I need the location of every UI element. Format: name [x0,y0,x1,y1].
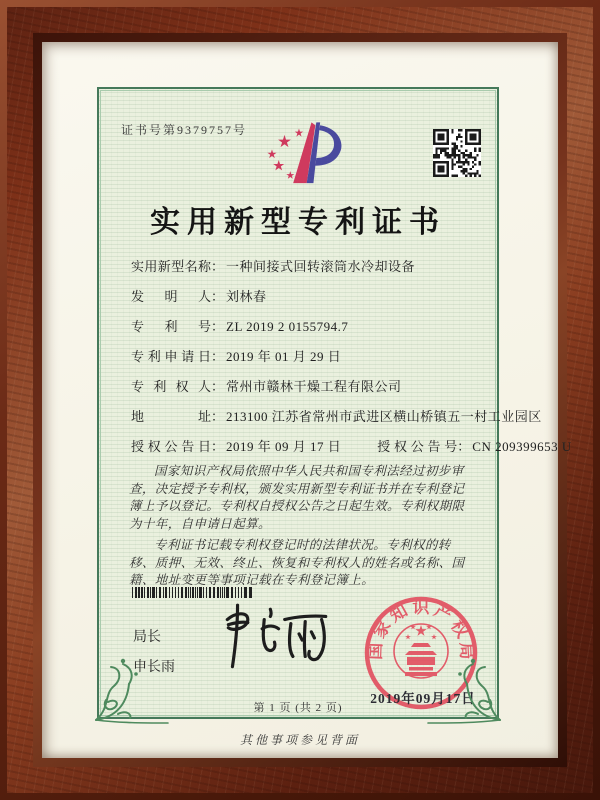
picture-frame [7,7,593,793]
field-value: 一种间接式回转滚筒水冷却设备 [226,259,416,274]
field-value: 常州市赣林干燥工程有限公司 [226,379,402,394]
field-label: 专利号 [131,319,211,334]
field-label: 实用新型名称 [131,259,211,274]
grant-row: 授权公告日： 2019 年 09 月 17 日 授权公告号： CN 209399653 U [131,439,572,454]
field-row: 实用新型名称： 一种间接式回转滚筒水冷却设备 [131,259,416,274]
field-value: 213100 江苏省常州市武进区横山桥镇五一村工业园区 [226,409,542,424]
cnipa-logo-icon [245,115,351,203]
field-label: 专利权人 [131,379,211,394]
seal-date: 2019年09月17日 [370,691,476,706]
seal-text: 国家知识产权局 [365,597,477,661]
field-label: 地址 [131,409,211,424]
grant-no-label: 授权公告号 [377,439,458,454]
field-list [131,259,572,469]
grant-no-value: CN 209399653 U [472,439,572,454]
field-value: 刘林春 [226,289,267,304]
legal-paragraph-2: 专利证书记载专利权登记时的法律状况。专利权的转移、质押、无效、终止、恢复和专利权人的姓名或名称、国籍、地址变更等事项记载在专利登记簿上。 [129,538,465,587]
corner-flourish-left [92,644,172,724]
field-label: 专利申请日 [131,349,211,364]
qr-code [433,129,481,177]
field-row: 专利号： ZL 2019 2 0155794.7 [131,319,349,334]
legal-paragraph-1: 国家知识产权局依照中华人民共和国专利法经过初步审查，决定授予专利权，颁发实用新型专利证书并在专利登记簿上予以登记。专利权自授权公告之日起生效。专利权期限为十年，自申请日起算。 [129,464,465,531]
signer-title: 局长 [133,630,161,645]
field-row: 发明人： 刘林春 [131,289,267,304]
page-indicator: 第 1 页 (共 2 页) [253,702,343,714]
field-value: 2019 年 01 月 29 日 [226,349,342,364]
field-row: 地址： 213100 江苏省常州市武进区横山桥镇五一村工业园区 [131,409,542,424]
certificate-border-box [97,87,572,719]
field-row: 专利申请日： 2019 年 01 月 29 日 [131,349,342,364]
signer-name: 申长雨 [133,660,175,675]
corner-flourish-right [424,644,504,724]
certificate-title: 实用新型专利证书 [150,206,446,239]
picture-frame-inner-lip [33,33,572,767]
field-row: 专利权人： 常州市赣林干燥工程有限公司 [131,379,402,394]
grant-date-value: 2019 年 09 月 17 日 [226,439,342,454]
certificate-paper [42,42,572,758]
legal-paragraphs [129,463,473,594]
field-label: 发明人 [131,289,211,304]
grant-date-label: 授权公告日 [131,439,211,454]
certificate-number: 证书号第9379757号 [121,123,248,137]
signature [217,597,335,679]
field-value: ZL 2019 2 0155794.7 [226,319,349,334]
reverse-side-note: 其他事项参见背面 [239,733,360,747]
